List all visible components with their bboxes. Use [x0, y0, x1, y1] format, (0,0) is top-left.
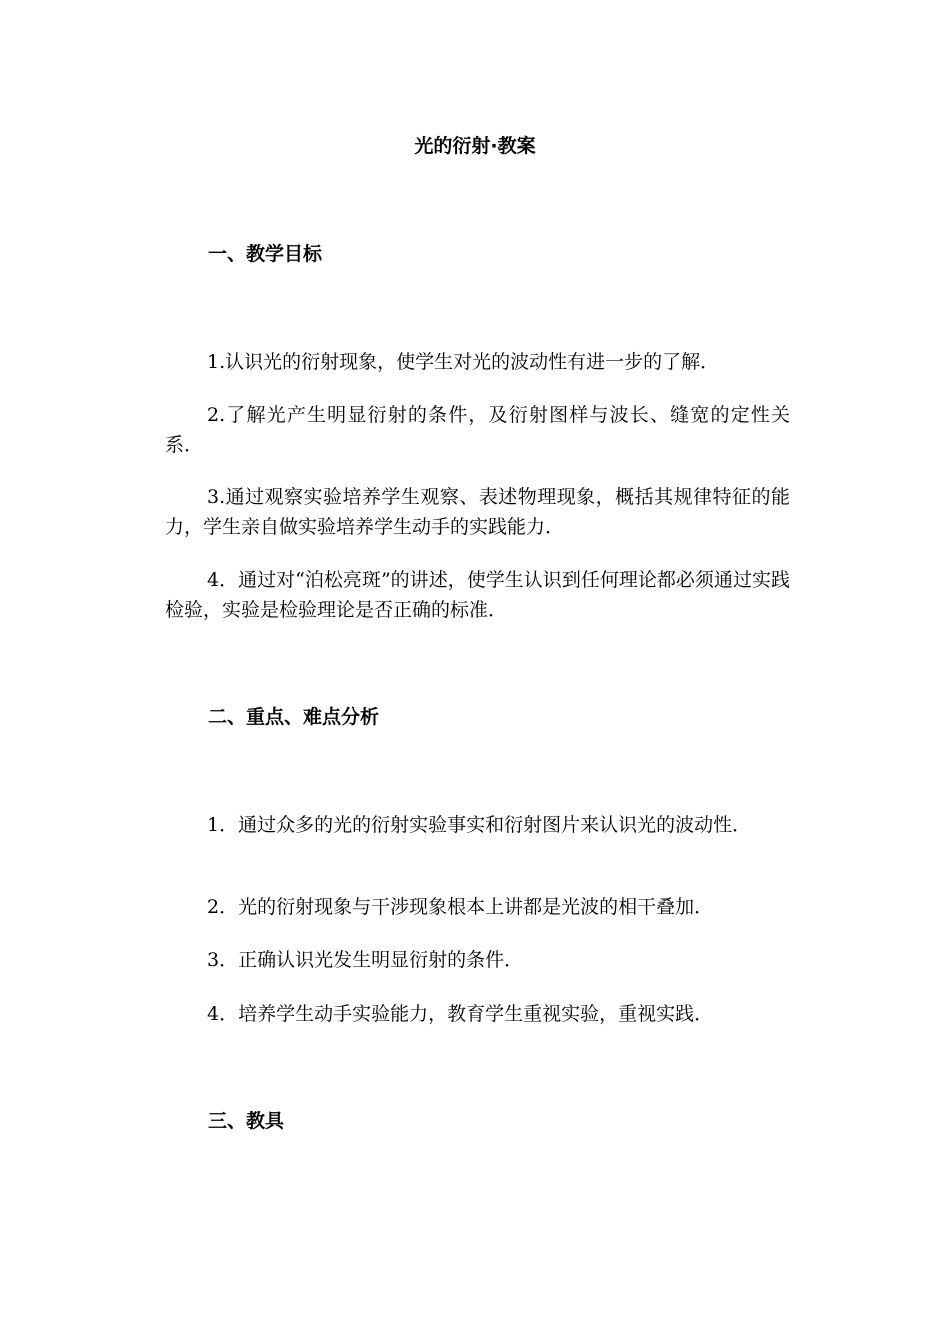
section-heading-teaching-aids: 三、教具 [208, 1110, 285, 1132]
goal-item-2: 2.了解光产生明显衍射的条件，及衍射图样与波长、缝宽的定性关系． [165, 404, 790, 456]
goal-item-3: 3.通过观察实验培养学生观察、表述物理现象，概括其规律特征的能力，学生亲自做实验培养学生动手的实践能力． [165, 486, 790, 538]
key-point-item-2: 2．光的衍射现象与干涉现象根本上讲都是光波的相干叠加． [207, 896, 714, 918]
goal-item-1: 1.认识光的衍射现象，使学生对光的波动性有进一步的了解． [207, 351, 720, 373]
document-title: 光的衍射·教案 [414, 135, 536, 157]
key-point-item-4: 4．培养学生动手实验能力，教育学生重视实验，重视实践． [207, 1003, 714, 1025]
section-heading-key-points: 二、重点、难点分析 [208, 706, 380, 728]
goal-item-4: 4．通过对“泊松亮斑”的讲述，使学生认识到任何理论都必须通过实践检验，实验是检验理论是否正确的标准． [165, 569, 790, 621]
key-point-item-3: 3．正确认识光发生明显衍射的条件． [207, 949, 524, 971]
key-point-item-1: 1．通过众多的光的衍射实验事实和衍射图片来认识光的波动性． [207, 814, 752, 836]
section-heading-teaching-goals: 一、教学目标 [208, 243, 323, 265]
